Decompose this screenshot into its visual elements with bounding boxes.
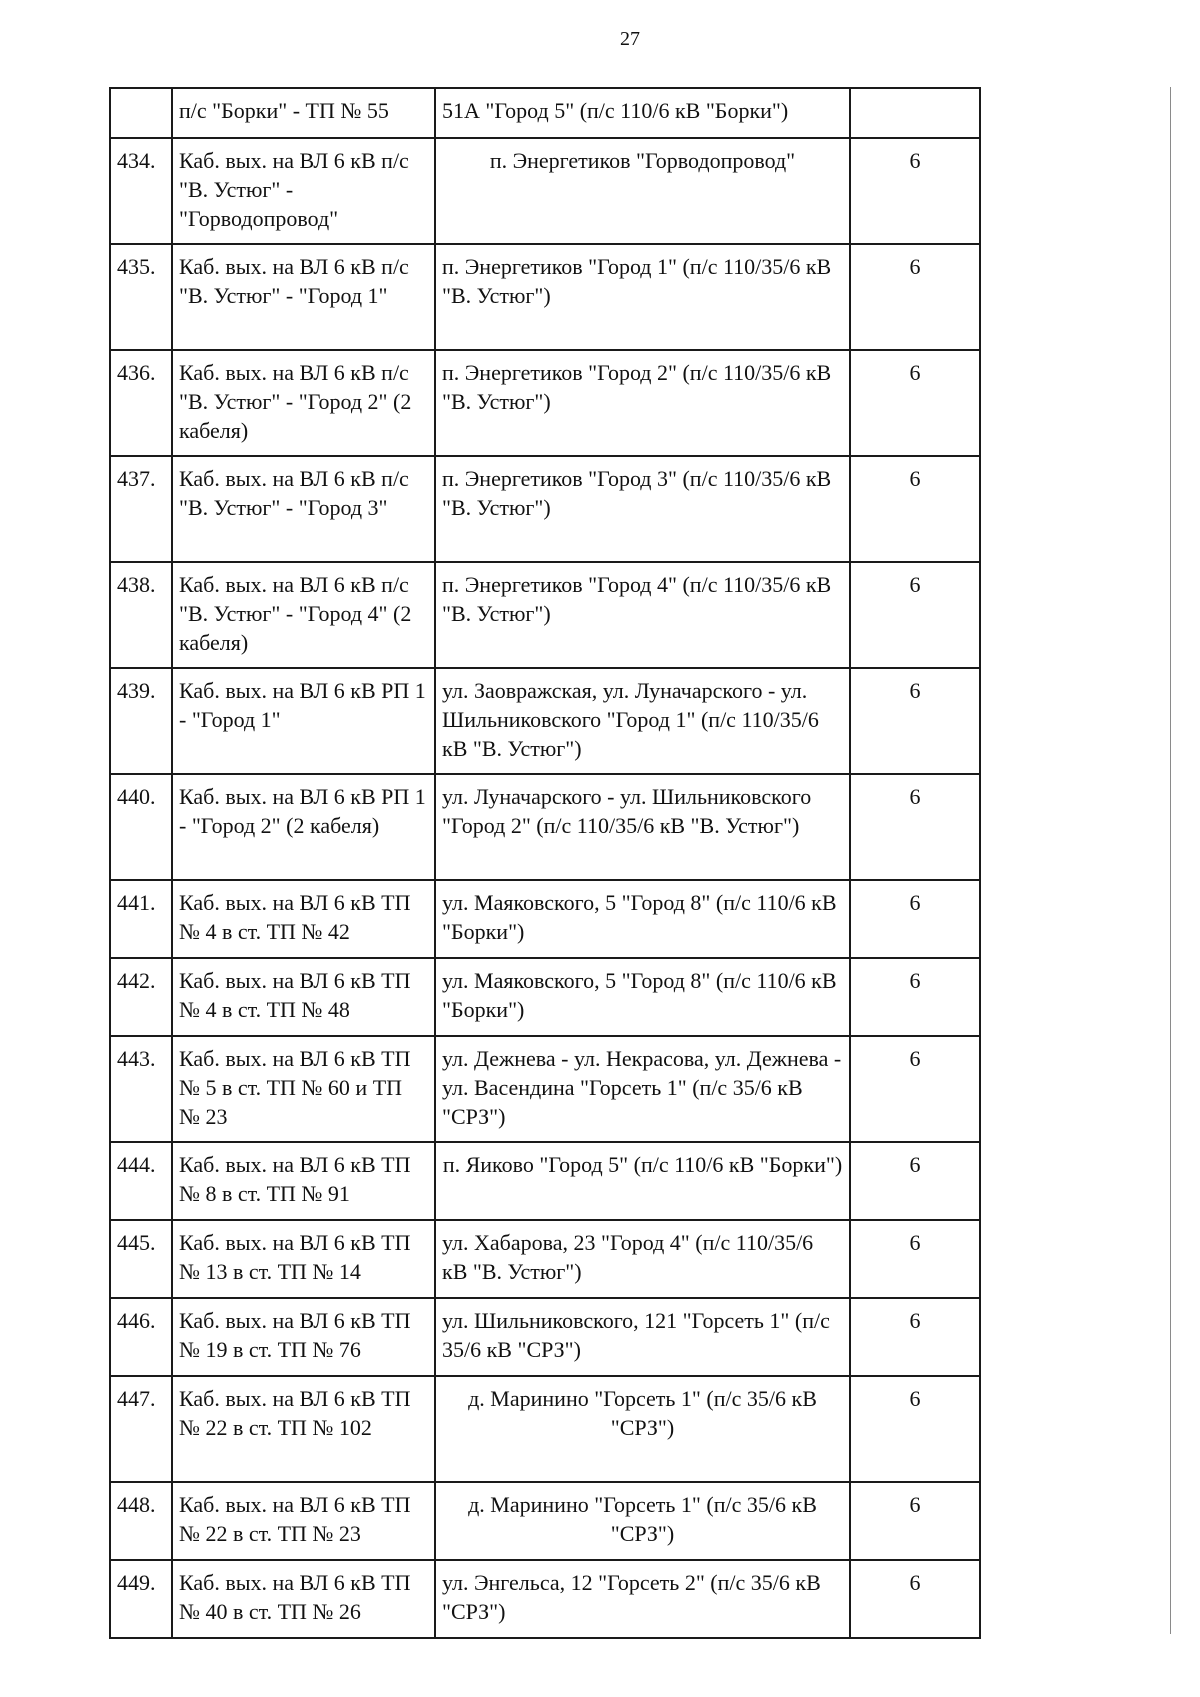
table-row [110, 138, 980, 244]
row-number-cell [110, 88, 172, 138]
voltage-cell: 6 [850, 1298, 980, 1376]
row-number-cell: 448. [110, 1482, 172, 1560]
voltage-cell: 6 [850, 1142, 980, 1220]
location-cell: п. Энергетиков "Город 3" (п/с 110/35/6 кВ "В. Устюг") [435, 456, 850, 562]
voltage-cell: 6 [850, 958, 980, 1036]
line-name-cell: Каб. вых. на ВЛ 6 кВ ТП № 4 в ст. ТП № 42 [172, 880, 435, 958]
line-name-cell: Каб. вых. на ВЛ 6 кВ ТП № 4 в ст. ТП № 48 [172, 958, 435, 1036]
row-number-cell: 437. [110, 456, 172, 562]
location-cell: ул. Заовражская, ул. Луначарского - ул. Шильниковского "Город 1" (п/с 110/35/6 кВ "В. Устюг") [435, 668, 850, 774]
line-name-cell: Каб. вых. на ВЛ 6 кВ п/с "В. Устюг" - "Город 3" [172, 456, 435, 562]
table-row [110, 668, 980, 774]
table-row [110, 958, 980, 1036]
line-name-cell: Каб. вых. на ВЛ 6 кВ ТП № 40 в ст. ТП № 26 [172, 1560, 435, 1638]
location-cell: ул. Шильниковского, 121 "Горсеть 1" (п/с 35/6 кВ "СРЗ") [435, 1298, 850, 1376]
voltage-cell: 6 [850, 350, 980, 456]
voltage-cell: 6 [850, 562, 980, 668]
location-cell: п. Яиково "Город 5" (п/с 110/6 кВ "Борки") [435, 1142, 850, 1220]
line-name-cell: Каб. вых. на ВЛ 6 кВ п/с "В. Устюг" - "Горводопровод" [172, 138, 435, 244]
location-cell: д. Маринино "Горсеть 1" (п/с 35/6 кВ "СРЗ") [435, 1482, 850, 1560]
location-cell: 51А "Город 5" (п/с 110/6 кВ "Борки") [435, 88, 850, 138]
row-number-cell: 445. [110, 1220, 172, 1298]
line-name-cell: Каб. вых. на ВЛ 6 кВ ТП № 13 в ст. ТП № 14 [172, 1220, 435, 1298]
table-row [110, 1036, 980, 1142]
table-row [110, 1298, 980, 1376]
table-row [110, 350, 980, 456]
line-name-cell: Каб. вых. на ВЛ 6 кВ ТП № 22 в ст. ТП № 102 [172, 1376, 435, 1482]
line-name-cell: Каб. вых. на ВЛ 6 кВ п/с "В. Устюг" - "Город 2" (2 кабеля) [172, 350, 435, 456]
line-name-cell: Каб. вых. на ВЛ 6 кВ ТП № 5 в ст. ТП № 60 и ТП № 23 [172, 1036, 435, 1142]
row-number-cell: 440. [110, 774, 172, 880]
table-body [110, 88, 980, 1638]
row-number-cell: 442. [110, 958, 172, 1036]
location-cell: п. Энергетиков "Город 1" (п/с 110/35/6 кВ "В. Устюг") [435, 244, 850, 350]
location-cell: ул. Луначарского - ул. Шильниковского "Город 2" (п/с 110/35/6 кВ "В. Устюг") [435, 774, 850, 880]
table-row [110, 88, 980, 138]
row-number-cell: 439. [110, 668, 172, 774]
row-number-cell: 444. [110, 1142, 172, 1220]
line-name-cell: Каб. вых. на ВЛ 6 кВ ТП № 19 в ст. ТП № 76 [172, 1298, 435, 1376]
location-cell: п. Энергетиков "Горводопровод" [435, 138, 850, 244]
row-number-cell: 447. [110, 1376, 172, 1482]
cable-lines-table [109, 87, 981, 1639]
margin-rule [1170, 87, 1171, 1634]
table-row [110, 1376, 980, 1482]
row-number-cell: 434. [110, 138, 172, 244]
row-number-cell: 435. [110, 244, 172, 350]
table-row [110, 244, 980, 350]
location-cell: п. Энергетиков "Город 2" (п/с 110/35/6 кВ "В. Устюг") [435, 350, 850, 456]
row-number-cell: 436. [110, 350, 172, 456]
table-row [110, 562, 980, 668]
table-row [110, 1482, 980, 1560]
location-cell: ул. Энгельса, 12 "Горсеть 2" (п/с 35/6 кВ "СРЗ") [435, 1560, 850, 1638]
row-number-cell: 446. [110, 1298, 172, 1376]
line-name-cell: Каб. вых. на ВЛ 6 кВ ТП № 22 в ст. ТП № 23 [172, 1482, 435, 1560]
voltage-cell: 6 [850, 1482, 980, 1560]
voltage-cell: 6 [850, 1036, 980, 1142]
location-cell: п. Энергетиков "Город 4" (п/с 110/35/6 кВ "В. Устюг") [435, 562, 850, 668]
voltage-cell: 6 [850, 1560, 980, 1638]
location-cell: д. Маринино "Горсеть 1" (п/с 35/6 кВ "СРЗ") [435, 1376, 850, 1482]
voltage-cell: 6 [850, 456, 980, 562]
line-name-cell: п/с "Борки" - ТП № 55 [172, 88, 435, 138]
voltage-cell: 6 [850, 668, 980, 774]
voltage-cell: 6 [850, 138, 980, 244]
page-number: 27 [620, 28, 640, 50]
voltage-cell: 6 [850, 1220, 980, 1298]
voltage-cell: 6 [850, 880, 980, 958]
line-name-cell: Каб. вых. на ВЛ 6 кВ п/с "В. Устюг" - "Город 1" [172, 244, 435, 350]
location-cell: ул. Маяковского, 5 "Город 8" (п/с 110/6 кВ "Борки") [435, 880, 850, 958]
voltage-cell: 6 [850, 1376, 980, 1482]
row-number-cell: 443. [110, 1036, 172, 1142]
voltage-cell: 6 [850, 774, 980, 880]
table-row [110, 774, 980, 880]
table-row [110, 880, 980, 958]
location-cell: ул. Дежнева - ул. Некрасова, ул. Дежнева - ул. Васендина "Горсеть 1" (п/с 35/6 кВ "СРЗ") [435, 1036, 850, 1142]
row-number-cell: 438. [110, 562, 172, 668]
location-cell: ул. Маяковского, 5 "Город 8" (п/с 110/6 кВ "Борки") [435, 958, 850, 1036]
voltage-cell [850, 88, 980, 138]
line-name-cell: Каб. вых. на ВЛ 6 кВ РП 1 - "Город 1" [172, 668, 435, 774]
table-row [110, 456, 980, 562]
line-name-cell: Каб. вых. на ВЛ 6 кВ п/с "В. Устюг" - "Город 4" (2 кабеля) [172, 562, 435, 668]
table-row [110, 1142, 980, 1220]
table-row [110, 1560, 980, 1638]
row-number-cell: 441. [110, 880, 172, 958]
row-number-cell: 449. [110, 1560, 172, 1638]
line-name-cell: Каб. вых. на ВЛ 6 кВ ТП № 8 в ст. ТП № 91 [172, 1142, 435, 1220]
table-row [110, 1220, 980, 1298]
line-name-cell: Каб. вых. на ВЛ 6 кВ РП 1 - "Город 2" (2 кабеля) [172, 774, 435, 880]
voltage-cell: 6 [850, 244, 980, 350]
location-cell: ул. Хабарова, 23 "Город 4" (п/с 110/35/6 кВ "В. Устюг") [435, 1220, 850, 1298]
